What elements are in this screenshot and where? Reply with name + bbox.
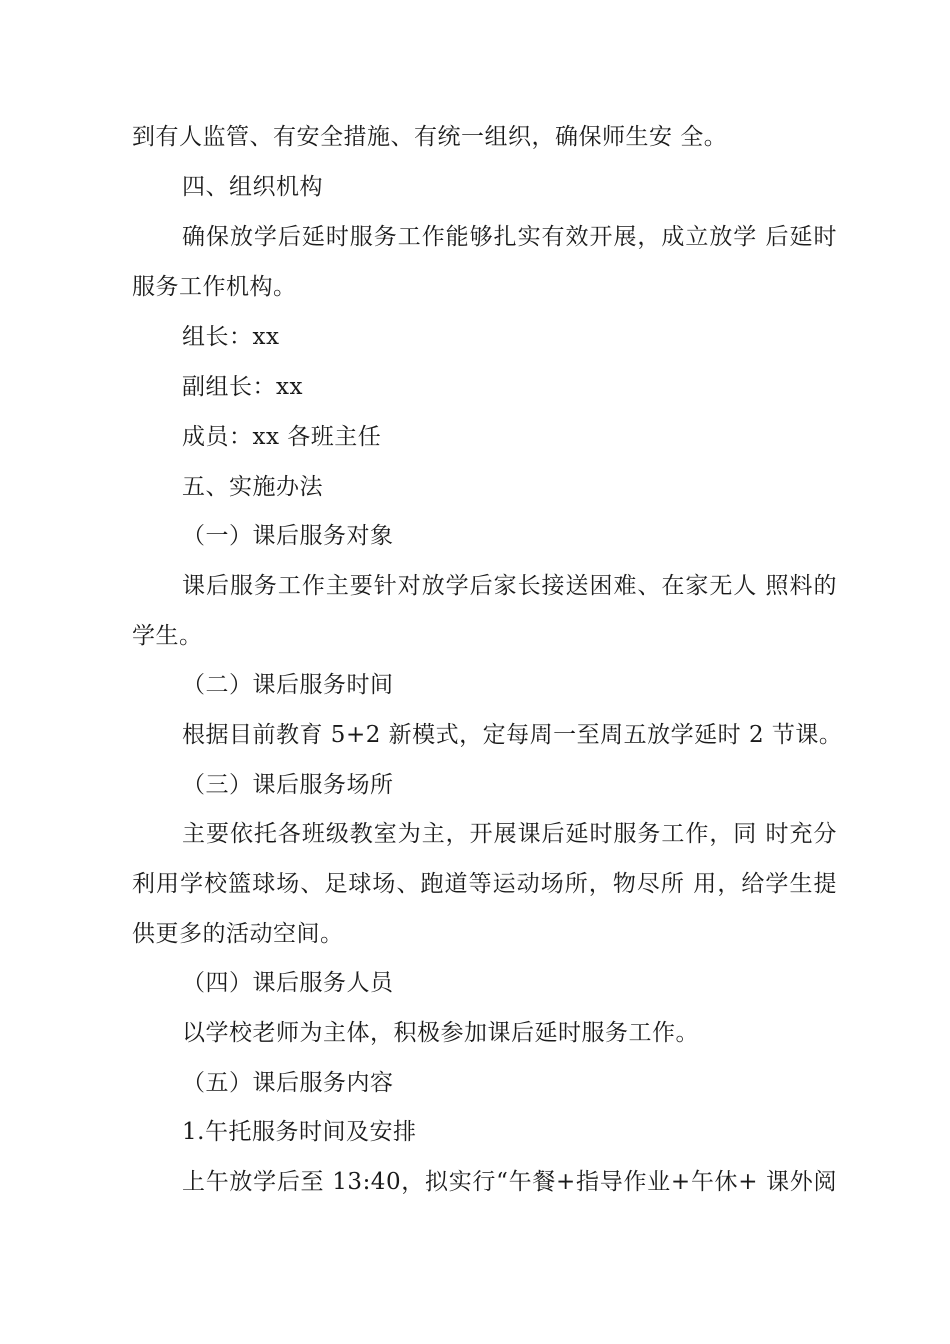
paragraph-line: 学生。 bbox=[132, 623, 203, 649]
section-heading: 五、实施办法 bbox=[182, 474, 323, 500]
subsection-heading: （一）课后服务对象 bbox=[182, 523, 394, 549]
paragraph-line: 服务工作机构。 bbox=[132, 274, 297, 300]
paragraph-line: 上午放学后至 13:40，拟实行“午餐+指导作业+午休+ 课外阅 bbox=[182, 1169, 837, 1195]
subsection-heading: （五）课后服务内容 bbox=[182, 1070, 394, 1096]
paragraph-line: 根据目前教育 5+2 新模式，定每周一至周五放学延时 2 节课。 bbox=[182, 722, 843, 748]
list-item: 组长：xx bbox=[182, 324, 280, 350]
paragraph-line: 供更多的活动空间。 bbox=[132, 921, 344, 947]
list-item: 副组长：xx bbox=[182, 374, 303, 400]
paragraph-line: 课后服务工作主要针对放学后家长接送困难、在家无人 照料的 bbox=[182, 573, 837, 599]
subsection-heading: （四）课后服务人员 bbox=[182, 970, 394, 996]
list-item: 成员：xx 各班主任 bbox=[182, 424, 382, 450]
subsection-heading: （二）课后服务时间 bbox=[182, 672, 394, 698]
paragraph-line: 主要依托各班级教室为主，开展课后延时服务工作，同 时充分 bbox=[182, 821, 837, 847]
paragraph-line: 确保放学后延时服务工作能够扎实有效开展，成立放学 后延时 bbox=[182, 224, 837, 250]
subsection-heading: （三）课后服务场所 bbox=[182, 772, 394, 798]
section-heading: 四、组织机构 bbox=[182, 174, 323, 200]
item-heading: 1.午托服务时间及安排 bbox=[182, 1119, 417, 1145]
paragraph-line: 利用学校篮球场、足球场、跑道等运动场所，物尽所 用，给学生提 bbox=[132, 871, 837, 897]
paragraph-line: 以学校老师为主体，积极参加课后延时服务工作。 bbox=[182, 1020, 699, 1046]
paragraph-line: 到有人监管、有安全措施、有统一组织，确保师生安 全。 bbox=[132, 124, 728, 150]
